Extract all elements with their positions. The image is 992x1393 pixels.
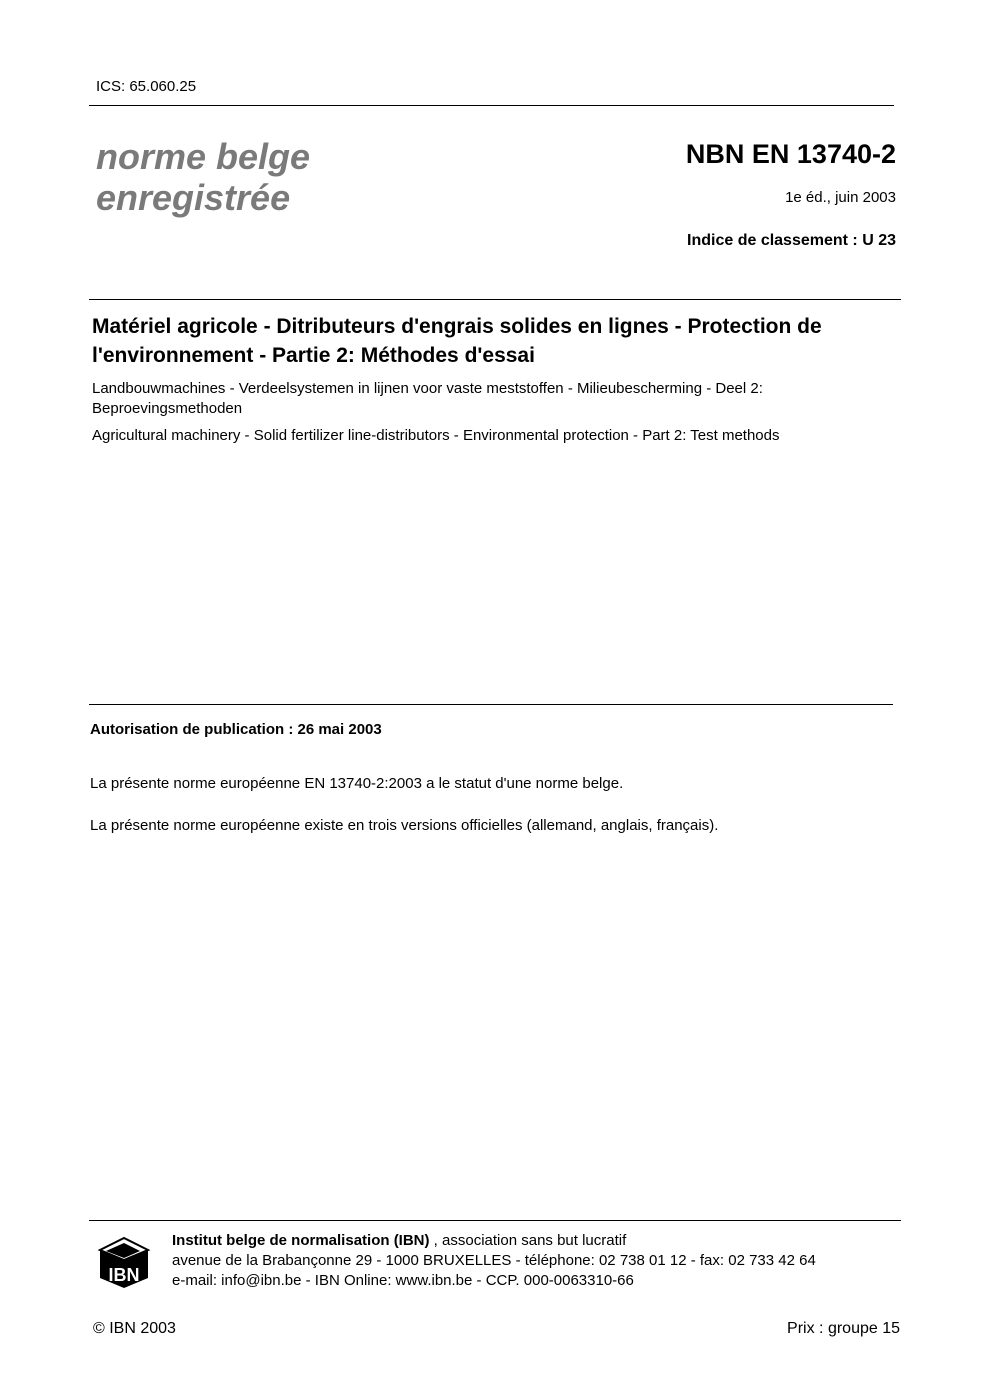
title-french: Matériel agricole - Ditributeurs d'engrais solides en lignes - Protection de l'environnement - Partie 2: Méthodes d'essai xyxy=(92,315,822,367)
status-paragraph: La présente norme européenne EN 13740-2:2003 a le statut d'une norme belge. xyxy=(90,775,624,792)
standard-number: NBN EN 13740-2 xyxy=(685,139,896,169)
brand-line-1: norme belge xyxy=(96,136,311,177)
edition-date: 1e éd., juin 2003 xyxy=(785,189,896,206)
title-dutch: Landbouwmachines - Verdeelsystemen in lijnen voor vaste meststoffen - Milieubescherming - Deel 2: Beproevingsmethoden xyxy=(92,380,763,417)
title-english: Agricultural machinery - Solid fertilizer line-distributors - Environmental protection - Part 2: Test methods xyxy=(92,427,780,444)
institute-address: avenue de la Brabançonne 29 - 1000 BRUXELLES - téléphone: 02 738 01 12 - fax: 02 733 42 64 xyxy=(172,1252,816,1269)
header-divider xyxy=(89,105,894,106)
ibn-logo-icon xyxy=(96,1234,152,1290)
publication-authorization: Autorisation de publication : 26 mai 2003 xyxy=(90,721,382,738)
title-divider xyxy=(89,299,901,300)
ibn-logo-text: IBN xyxy=(108,1265,140,1285)
institute-name: Institut belge de normalisation (IBN) xyxy=(172,1232,430,1249)
brand-line-2: enregistrée xyxy=(96,177,291,218)
institute-name-line xyxy=(172,1231,816,1251)
copyright: © IBN 2003 xyxy=(93,1320,176,1337)
ics-code: ICS: 65.060.25 xyxy=(96,78,197,95)
brand-label xyxy=(96,136,310,218)
institute-contact: e-mail: info@ibn.be - IBN Online: www.ibn.be - CCP. 000-0063310-66 xyxy=(172,1272,634,1289)
institute-type: , association sans but lucratif xyxy=(429,1232,627,1249)
classification-index: Indice de classement : U 23 xyxy=(687,232,896,249)
versions-paragraph: La présente norme européenne existe en trois versions officielles (allemand, anglais, français). xyxy=(90,817,719,834)
institute-info xyxy=(172,1231,816,1291)
price-group: Prix : groupe 15 xyxy=(787,1320,900,1337)
footer-divider xyxy=(89,1220,901,1221)
body-divider xyxy=(89,704,893,705)
